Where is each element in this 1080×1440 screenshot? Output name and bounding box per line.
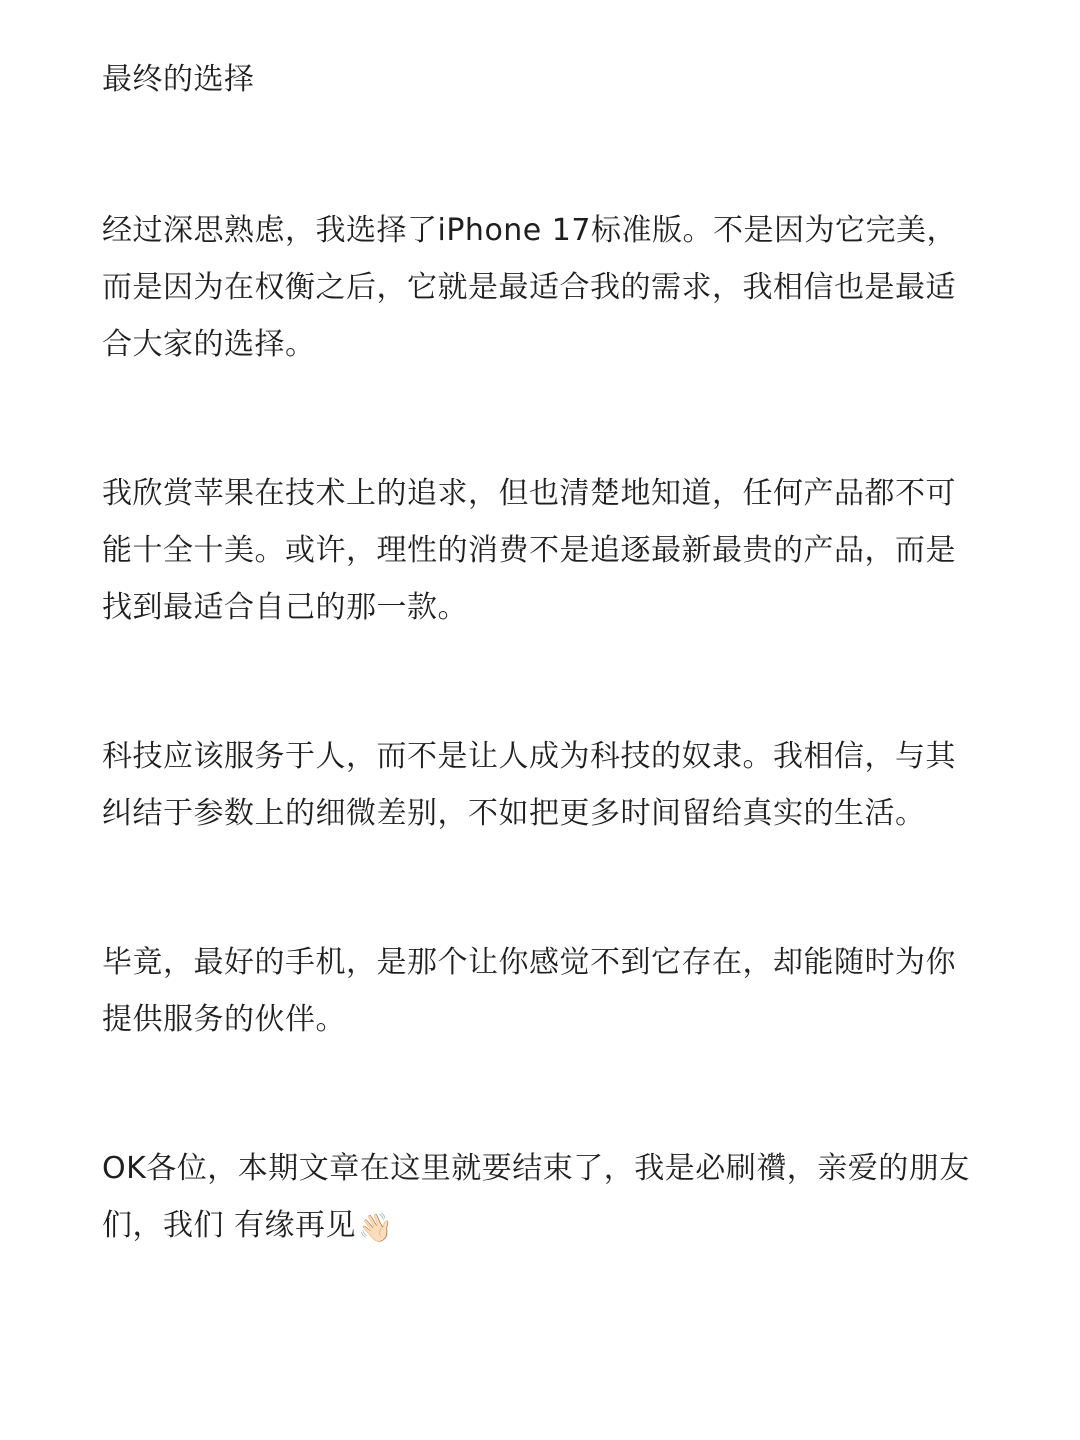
paragraph-2: 我欣赏苹果在技术上的追求，但也清楚地知道，任何产品都不可能十全十美。或许，理性的消费不是追逐最新最贵的产品，而是找到最适合自己的那一款。 — [102, 476, 956, 625]
closing-text: OK各位，本期文章在这里就要结束了，我是必刷禶，亲爱的朋友们，我们 有缘再见 — [102, 1151, 970, 1243]
article-heading: 最终的选择 — [102, 62, 255, 97]
paragraph-1: 经过深思熟虑，我选择了iPhone 17标准版。不是因为它完美，而是因为在权衡之后，它就是最适合我的需求，我相信也是最适合大家的选择。 — [102, 213, 957, 362]
article-body — [102, 50, 980, 1254]
paragraph-4: 毕竟，最好的手机，是那个让你感觉不到它存在，却能随时为你提供服务的伙伴。 — [102, 945, 956, 1037]
paragraph-3: 科技应该服务于人，而不是让人成为科技的奴隶。我相信，与其纠结于参数上的细微差别，不如把更多时间留给真实的生活。 — [102, 739, 956, 831]
closing-paragraph — [102, 1140, 980, 1254]
waving-hand-icon: 👋🏻 — [358, 1211, 394, 1244]
